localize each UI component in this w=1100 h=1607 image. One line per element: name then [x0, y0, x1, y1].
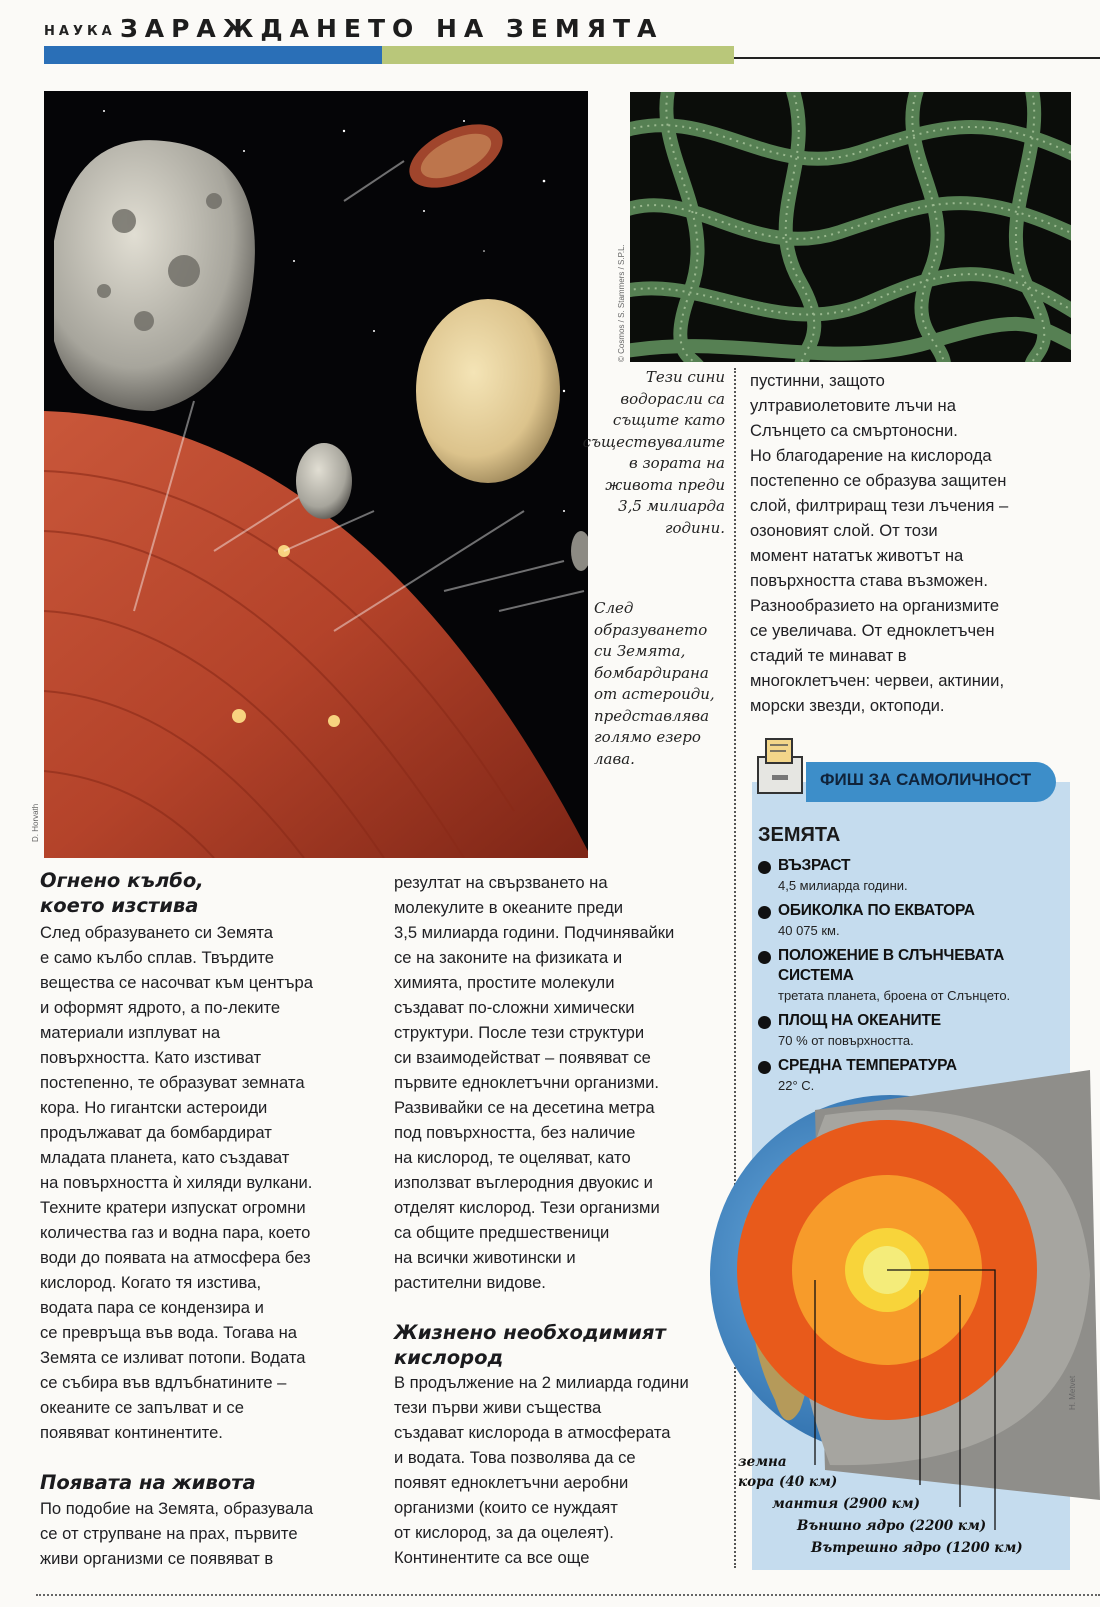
text-line: създават по-сложни химически	[394, 998, 635, 1017]
heading-line: което изстива	[40, 894, 199, 917]
text-line: са общите предшественици	[394, 1223, 610, 1242]
caption-line: живота преди	[605, 475, 725, 494]
text-line: океаните се запълват и се	[40, 1398, 244, 1417]
text-line: Континентите са все още	[394, 1548, 590, 1567]
caption-line: същите като	[612, 411, 725, 429]
text-line: След образуването си Земята	[40, 923, 273, 942]
text-line: момент нататък животът на	[750, 546, 964, 565]
caption-line: образуването	[594, 620, 708, 639]
text-line: химията, простите молекули	[394, 973, 615, 992]
column1-text-2	[40, 1496, 360, 1571]
caption-line: години.	[664, 518, 725, 537]
text-line: си взаимодействат – появяват се	[394, 1048, 651, 1067]
text-line: кора. Но гигантски астероиди	[40, 1098, 268, 1117]
caption-line: След	[594, 599, 634, 617]
credit-algae: © Cosmos / S. Stammers / S.P.L.	[617, 244, 626, 362]
header-rule	[734, 57, 1100, 59]
caption-line: Тези сини	[645, 368, 725, 386]
text-line: на кислород, те оцеляват, като	[394, 1148, 631, 1167]
column1-text	[40, 920, 360, 1445]
caption-line: 3,5 милиарда	[618, 497, 725, 515]
caption-line: от астероиди,	[594, 685, 715, 703]
text-line: се превръща във вода. Тогава на	[40, 1323, 298, 1342]
credit-space: D. Horvath	[31, 803, 40, 842]
bullet-icon	[758, 861, 771, 874]
caption-line: водорасли са	[620, 389, 725, 408]
fact-label: ОБИКОЛКА ПО ЕКВАТОРА	[778, 902, 975, 919]
label-inner-core: Вътрешно ядро (1200 км)	[811, 1540, 1023, 1556]
text-line: на всички животински и	[394, 1248, 576, 1267]
text-line: Но благодарение на кислорода	[750, 446, 992, 465]
fact-label: ВЪЗРАСТ	[778, 857, 851, 874]
text-line: води до появата на атмосфера без	[40, 1248, 311, 1267]
cyanobacteria-photo	[630, 92, 1071, 362]
text-line: Земята се изливат потопи. Водата	[40, 1348, 306, 1367]
text-line: и оформят ядрото, а по-леките	[40, 998, 281, 1017]
fact-item-position	[756, 946, 1076, 1006]
column2-text	[394, 870, 724, 1295]
fact-value: 22° С.	[778, 1078, 815, 1093]
text-line: появят едноклетъчни аеробни	[394, 1473, 629, 1492]
fact-value: 70 % от повърхността.	[778, 1033, 914, 1048]
text-line: използват въглеродния двуокис и	[394, 1173, 653, 1192]
label-outer-core: Външно ядро (2200 км)	[797, 1518, 987, 1534]
text-line: резултат на свързването на	[394, 873, 608, 892]
factsheet-tab-label: ФИШ ЗА САМОЛИЧНОСТ	[820, 770, 1032, 789]
text-line: под повърхността, без наличие	[394, 1123, 636, 1142]
fact-value: 40 075 км.	[778, 923, 840, 938]
fact-item-age	[756, 856, 1076, 896]
text-line: се събира във вдлъбнатините –	[40, 1373, 287, 1392]
text-line: Развивайки се на десетина метра	[394, 1098, 655, 1117]
text-line: вещества се насочват към центъра	[40, 973, 313, 992]
heading-line: Жизнено необходимият	[394, 1321, 666, 1344]
heading-line: Огнено кълбо,	[40, 869, 204, 892]
text-line: отделят кислород. Тези организми	[394, 1198, 660, 1217]
heading-fiery-ball	[40, 868, 360, 918]
text-line: се увеличава. От едноклетъчен	[750, 621, 995, 640]
text-line: създават кислорода в атмосферата	[394, 1423, 671, 1442]
credit-earth: H. Metvet	[1068, 1375, 1077, 1410]
text-line: на повърхността ѝ хиляди вулкани.	[40, 1173, 313, 1192]
fact-label: ПОЛОЖЕНИЕ В СЛЪНЧЕВАТА СИСТЕМА	[778, 947, 1005, 984]
text-line: многоклетъчен: червеи, актинии,	[750, 671, 1005, 690]
text-line: количества газ и водна пара, което	[40, 1223, 311, 1242]
section-label: НАУКА	[44, 24, 116, 39]
label-crust-line1: земна	[738, 1454, 787, 1470]
header-bar-blue	[44, 46, 382, 64]
caption-algae	[580, 367, 725, 539]
heading-origin-of-life: Появата на живота	[40, 1471, 256, 1494]
text-line: първите едноклетъчни организми.	[394, 1073, 660, 1092]
text-line: молекулите в океаните преди	[394, 898, 624, 917]
fact-label: СРЕДНА ТЕМПЕРАТУРА	[778, 1057, 957, 1074]
text-line: живи организми се появяват в	[40, 1549, 274, 1568]
fact-value: 4,5 милиарда години.	[778, 878, 908, 893]
text-line: Слънцето са смъртоносни.	[750, 421, 958, 440]
caption-line: голямо езеро	[594, 728, 701, 746]
text-line: Техните кратери изпускат огромни	[40, 1198, 306, 1217]
column3-text	[750, 368, 1080, 718]
text-line: В продължение на 2 милиарда години	[394, 1373, 689, 1392]
text-line: организми (които се нуждаят	[394, 1498, 618, 1517]
factsheet-list	[756, 856, 1076, 1101]
text-line: тези първи живи същества	[394, 1398, 602, 1417]
text-line: ултравиолетовите лъчи на	[750, 396, 956, 415]
fact-item-circumference	[756, 901, 1076, 941]
text-line: появяват континентите.	[40, 1423, 223, 1442]
text-line: се на законите на физиката и	[394, 948, 623, 967]
heading-line: кислород	[394, 1346, 504, 1369]
fact-label: ПЛОЩ НА ОКЕАНИТЕ	[778, 1012, 941, 1029]
factsheet-title: ЗЕМЯТА	[758, 824, 841, 846]
asteroid-bombardment-illustration	[44, 91, 588, 858]
bullet-icon	[758, 906, 771, 919]
caption-space	[594, 598, 729, 770]
label-mantle: мантия (2900 км)	[772, 1496, 920, 1512]
text-line: морски звезди, октоподи.	[750, 696, 945, 715]
text-line: младата планета, като създават	[40, 1148, 290, 1167]
text-line: кислород. Когато тя изстива,	[40, 1273, 262, 1292]
text-line: слой, филтриращ тези лъчения –	[750, 496, 1009, 515]
text-line: повърхността става възможен.	[750, 571, 988, 590]
text-line: 3,5 милиарда години. Подчинявайки	[394, 923, 675, 942]
bottom-rule	[36, 1594, 1100, 1596]
text-line: По подобие на Земята, образувала	[40, 1499, 314, 1518]
text-line: и водата. Това позволява да се	[394, 1448, 636, 1467]
caption-line: лава.	[594, 749, 635, 768]
column2-text-2	[394, 1370, 724, 1570]
text-line: водата пара се кондензира и	[40, 1298, 264, 1317]
text-line: е само кълбо сплав. Твърдите	[40, 948, 274, 967]
header-bar-green	[382, 46, 734, 64]
bullet-icon	[758, 1016, 771, 1029]
text-line: пустинни, защото	[750, 371, 885, 390]
caption-line: съществувалите	[582, 432, 725, 451]
caption-line: бомбардирана	[594, 663, 709, 682]
text-line: постепенно се образува защитен	[750, 471, 1007, 490]
text-line: озоновият слой. От този	[750, 521, 938, 540]
fact-item-ocean-area	[756, 1011, 1076, 1051]
caption-line: представлява	[594, 706, 710, 725]
label-crust-line2: кора (40 км)	[738, 1474, 838, 1490]
text-line: повърхността. Като изстиват	[40, 1048, 262, 1067]
text-line: Разнообразието на организмите	[750, 596, 1000, 615]
page-title: ЗАРАЖДАНЕТО НА ЗЕМЯТА	[120, 14, 664, 43]
caption-line: в зората на	[628, 454, 725, 472]
text-line: се от струпване на прах, първите	[40, 1524, 298, 1543]
text-line: продължават да бомбардират	[40, 1123, 272, 1142]
text-line: постепенно, те образуват земната	[40, 1073, 305, 1092]
heading-vital-oxygen	[394, 1320, 724, 1370]
file-box-icon	[752, 735, 822, 797]
caption-line: си Земята,	[594, 642, 686, 660]
bullet-icon	[758, 951, 771, 964]
text-line: растителни видове.	[394, 1273, 546, 1292]
text-line: материали изплуват на	[40, 1023, 221, 1042]
text-line: структури. После тези структури	[394, 1023, 645, 1042]
text-line: стадий те минават в	[750, 646, 907, 665]
text-line: от кислород, за да оцелеят).	[394, 1523, 614, 1542]
fact-value: третата планета, броена от Слънцето.	[778, 988, 1011, 1003]
